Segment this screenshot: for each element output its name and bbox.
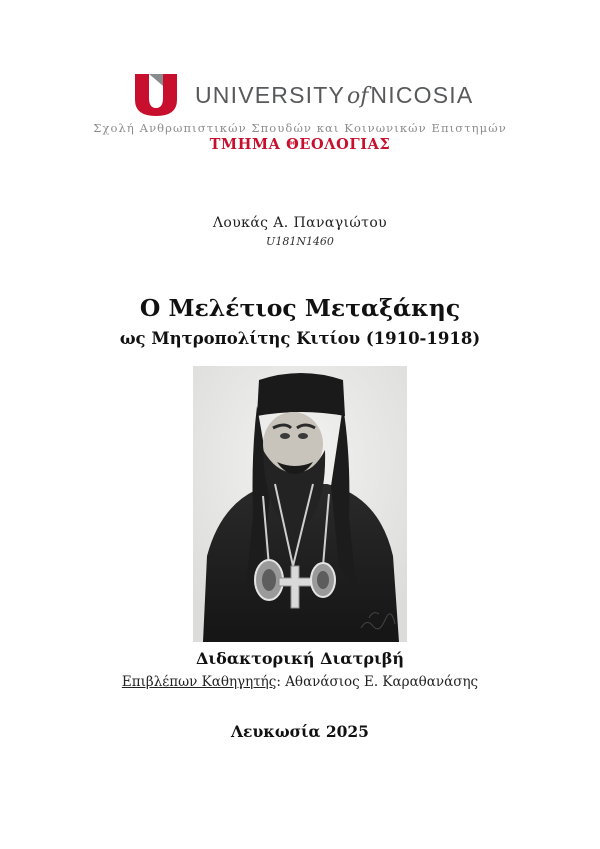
student-id: U181N1460	[266, 235, 334, 248]
author-name: Λουκάς Α. Παναγιώτου	[212, 215, 388, 231]
university-name-of: of	[347, 84, 369, 109]
thesis-subtitle: ως Μητροπολίτης Κιτίου (1910-1918)	[119, 329, 481, 348]
university-name-part2: NICOSIA	[370, 82, 474, 108]
supervisor-label: Επιβλέπων Καθηγητής	[121, 674, 277, 690]
university-logo	[133, 72, 473, 118]
portrait-image	[193, 366, 407, 642]
department-name: ΤΜΗΜΑ ΘΕΟΛΟΓΙΑΣ	[209, 136, 391, 153]
school-name: Σχολή Ανθρωπιστικών Σπουδών και Κοινωνικών Επιστημών	[93, 121, 507, 135]
supervisor-line	[0, 674, 600, 690]
university-wordmark	[195, 82, 473, 109]
thesis-title: Ο Μελέτιος Μεταξάκης	[139, 294, 461, 322]
portrait-photo	[193, 366, 407, 642]
place-year: Λευκωσία 2025	[231, 722, 369, 741]
supervisor-separator: :	[276, 674, 281, 690]
thesis-type: Διδακτορική Διατριβή	[195, 649, 405, 668]
university-name-part1: UNIVERSITY	[195, 82, 346, 108]
university-logo-icon	[133, 72, 179, 118]
supervisor-name: Αθανάσιος Ε. Καραθανάσης	[285, 674, 479, 690]
